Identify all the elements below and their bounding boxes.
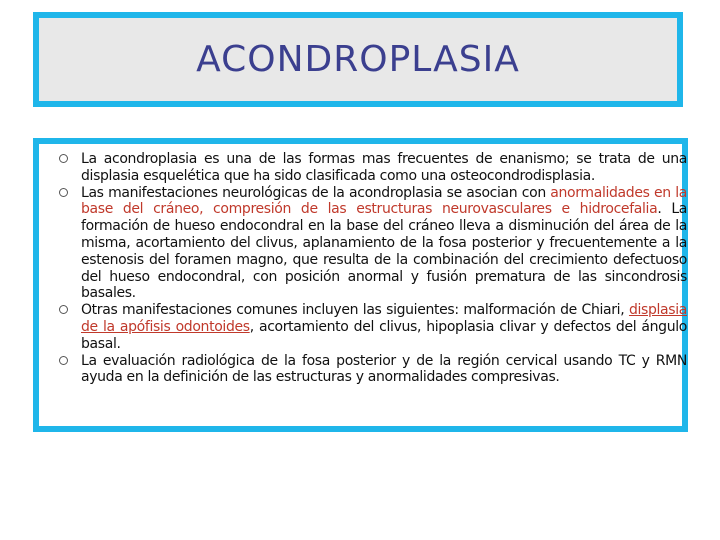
bullet-2-text-b: . La formación de hueso endocondral en la base del cráneo lleva a disminución del área de la misma, acortamiento del clivus, aplanamiento de la fosa posterior y frecuentemente a la estenosis del foramen magno, que resulta de la combinación del crecimiento defectuoso del hueso endocondral, con posición anormal y fusión prematura de las sincondrosis basales.: [81, 201, 687, 302]
bullet-4-text: La evaluación radiológica de la fosa posterior y de la región cervical usando TC y RMN ayuda en la definición de las estructuras y anormalidades compresivas.: [81, 352, 687, 386]
bullet-3-text-b: , acortamiento del clivus, hipoplasia clivar y defectos del ángulo basal.: [81, 318, 687, 352]
title-box: [33, 12, 683, 107]
bullet-item-1: [51, 151, 687, 185]
bullet-item-2: [51, 185, 687, 303]
bullet-item-3: [51, 302, 687, 352]
bullet-2-text-a: Las manifestaciones neurológicas de la acondroplasia se asocian con: [81, 184, 551, 201]
circle-bullet-icon: [59, 154, 68, 163]
circle-bullet-icon: [59, 305, 68, 314]
bullet-3-link[interactable]: displasia de la apófisis odontoides: [81, 302, 687, 335]
bullet-2-highlight: anormalidades en la base del cráneo, compresión de las estructuras neurovasculares e hidrocefalia: [81, 184, 687, 218]
slide-title: ACONDROPLASIA: [196, 39, 520, 80]
bullet-3-text-a: Otras manifestaciones comunes incluyen las siguientes: malformación de Chiari,: [81, 302, 629, 319]
content-box: [33, 138, 688, 432]
bullet-item-4: [51, 353, 687, 387]
bullet-1-text: La acondroplasia es una de las formas mas frecuentes de enanismo; se trata de una displasia esquelética que ha sido clasificada como una osteocondrodisplasia.: [81, 151, 687, 184]
bullet-list: [51, 151, 687, 386]
circle-bullet-icon: [59, 356, 68, 365]
circle-bullet-icon: [59, 188, 68, 197]
